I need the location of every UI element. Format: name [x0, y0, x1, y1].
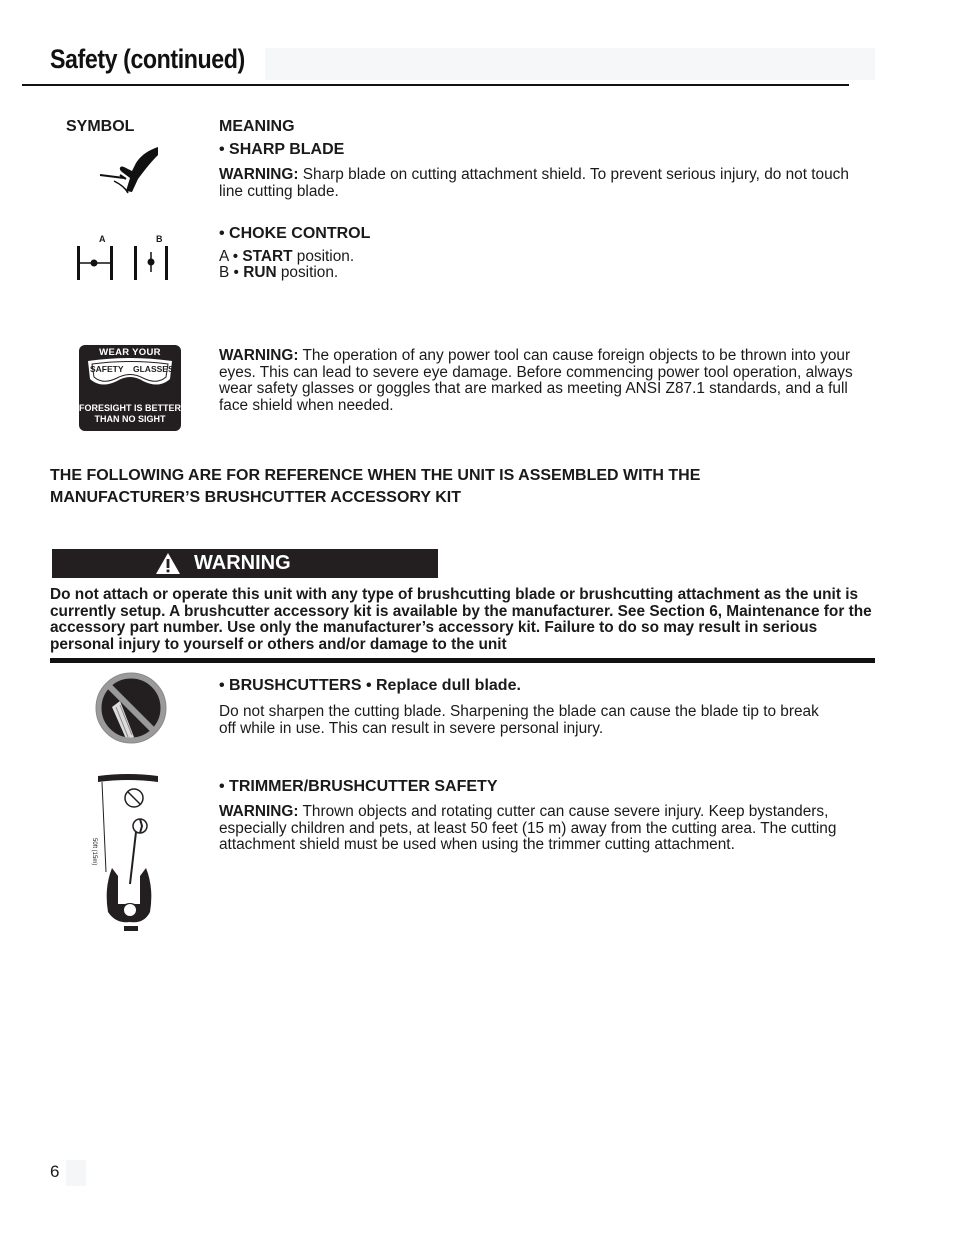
choke-line-b: [219, 265, 338, 282]
no-sharpening-icon: [94, 671, 168, 745]
distance-label: 50ft (15m): [91, 838, 97, 866]
symbol-column-header: SYMBOL: [66, 118, 135, 135]
choke-line-a-suffix: position.: [292, 248, 355, 265]
goggles-icon: [85, 357, 175, 391]
choke-label-b: B: [156, 234, 163, 244]
brushcutters-text: Do not sharpen the cutting blade. Sharpening the blade can cause the blade tip to break off while in use. This can result in severe personal injury.: [219, 703, 819, 737]
page-title: Safety (continued): [50, 44, 245, 74]
title-shade: [265, 48, 875, 80]
bystander-distance-icon: [96, 772, 160, 936]
reference-heading: [50, 465, 700, 509]
sign-glasses-text: GLASSES: [133, 364, 174, 374]
warning-label: WARNING:: [219, 347, 299, 364]
safety-glasses-sign: [79, 345, 181, 431]
page-number: 6: [50, 1162, 60, 1181]
choke-run-label: RUN: [243, 264, 277, 281]
sharp-blade-text: [219, 167, 864, 200]
trimmer-text: [219, 804, 864, 854]
glasses-warning-text: [219, 348, 859, 414]
warning-rule: [50, 658, 875, 663]
reference-line-1: THE FOLLOWING ARE FOR REFERENCE WHEN THE UNIT IS ASSEMBLED WITH THE: [50, 467, 701, 484]
sign-top-text: WEAR YOUR: [99, 347, 161, 358]
warning-banner-label: WARNING: [194, 552, 291, 574]
glasses-desc: The operation of any power tool can cause foreign objects to be thrown into your eyes. This can lead to severe eye damage. Before commencing power tool operation, always wear safety glasses or goggles that are marked as meeting ANSI Z87.1 standards, and a full face shield when needed.: [219, 347, 853, 414]
page-number-shade: [66, 1160, 86, 1186]
warning-label: WARNING:: [219, 803, 299, 820]
meaning-column-header: MEANING: [219, 118, 295, 135]
choke-control-icon: [75, 244, 175, 282]
sign-bottom-text-1: FORESIGHT IS BETTER: [79, 403, 182, 413]
title-rule: [22, 84, 849, 86]
trimmer-desc: Thrown objects and rotating cutter can cause severe injury. Keep bystanders, especially children and pets, at least 50 feet (15 m) away from the cutting area. The cutting attachment shield must be used when using the trimmer cutting attachment.: [219, 803, 837, 853]
trimmer-heading: • TRIMMER/BRUSHCUTTER SAFETY: [219, 778, 498, 795]
choke-heading: • CHOKE CONTROL: [219, 225, 371, 242]
warning-triangle-icon: [155, 552, 181, 575]
sign-bottom-text-2: THAN NO SIGHT: [94, 414, 166, 424]
warning-box-text: Do not attach or operate this unit with any type of brushcutting blade or brushcutting attachment as the unit is currently setup. A brushcutter accessory kit is available by the manufacturer. See Section 6, Maintenance for the accessory part number. Use only the manufacturer’s accessory kit. Failure to do so may result in serious personal injury to yourself or others and/or damage to the unit: [50, 586, 872, 653]
choke-line-b-prefix: B •: [219, 264, 244, 281]
choke-start-label: START: [242, 248, 293, 265]
choke-line-b-suffix: position.: [276, 264, 339, 281]
warning-banner: [52, 549, 438, 578]
brushcutters-heading: • BRUSHCUTTERS • Replace dull blade.: [219, 677, 521, 694]
sign-safety-text: SAFETY: [90, 364, 124, 374]
sharp-blade-desc: Sharp blade on cutting attachment shield. To prevent serious injury, do not touch line cutting blade.: [219, 166, 849, 200]
sharp-blade-heading: • SHARP BLADE: [219, 141, 345, 158]
reference-line-2: MANUFACTURER’S BRUSHCUTTER ACCESSORY KIT: [50, 489, 461, 506]
choke-label-a: A: [99, 234, 106, 244]
choke-line-a-prefix: A •: [219, 248, 243, 265]
sharp-blade-icon: [96, 145, 162, 197]
warning-label: WARNING:: [219, 166, 299, 183]
